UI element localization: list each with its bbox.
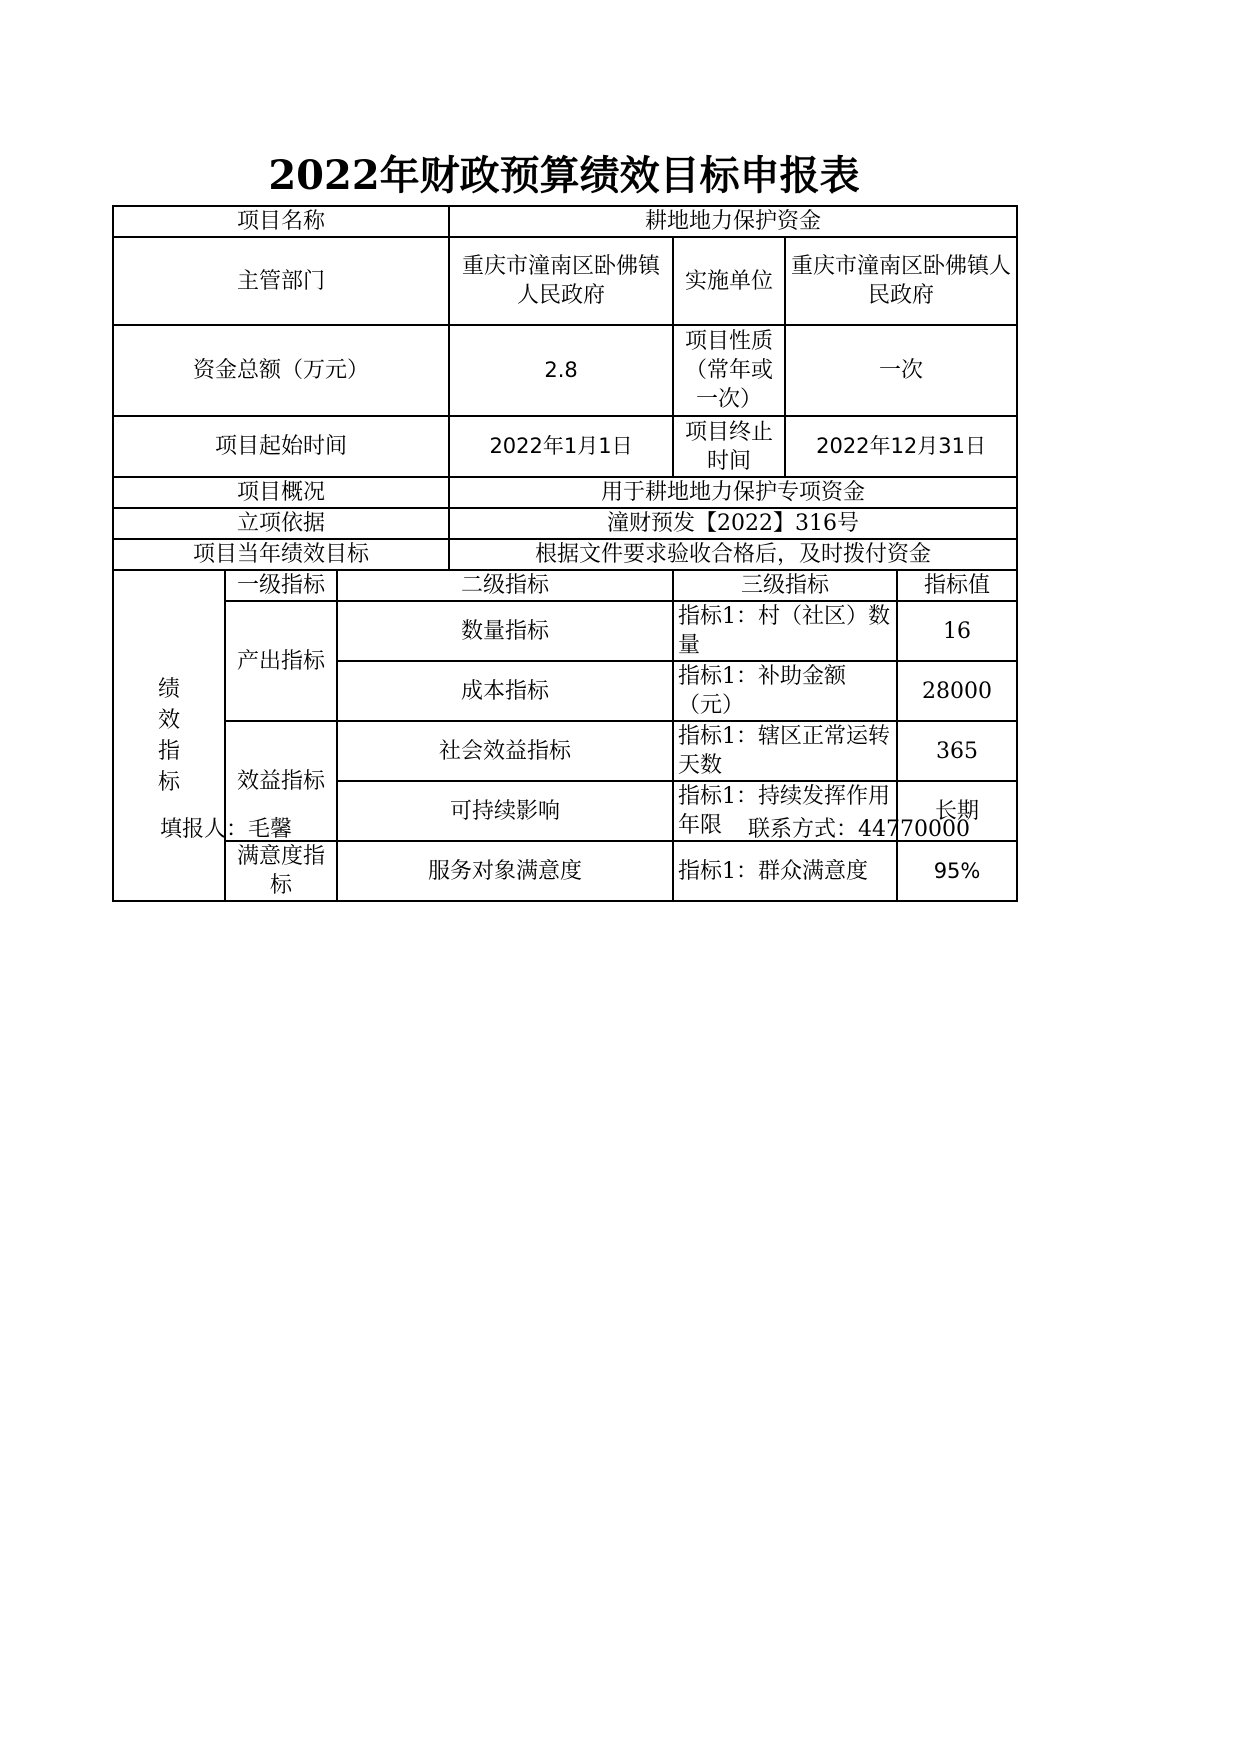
indicator-value: 365	[897, 721, 1017, 781]
page-title: 2022年财政预算绩效目标申报表	[268, 152, 860, 199]
indicator-row-social	[113, 721, 1017, 781]
indicator-level2: 成本指标	[337, 661, 673, 721]
annual-goal-label: 项目当年绩效目标	[113, 539, 449, 570]
project-nature-label: 项目性质（常年或一次）	[673, 325, 785, 416]
header-level3: 三级指标	[673, 570, 897, 601]
total-funds-label: 资金总额（万元）	[113, 325, 449, 416]
filler-text: 填报人：毛馨	[160, 817, 293, 842]
department-value: 重庆市潼南区卧佛镇人民政府	[449, 237, 673, 325]
indicator-row-satisfaction	[113, 841, 1017, 901]
row-department	[113, 237, 1017, 325]
end-time-label: 项目终止时间	[673, 416, 785, 477]
indicator-value: 28000	[897, 661, 1017, 721]
start-time-label: 项目起始时间	[113, 416, 449, 477]
indicator-level3: 指标1：群众满意度	[673, 841, 897, 901]
overview-value: 用于耕地地力保护专项资金	[449, 477, 1017, 508]
project-name-label: 项目名称	[113, 206, 449, 237]
row-basis	[113, 508, 1017, 539]
header-value: 指标值	[897, 570, 1017, 601]
indicator-value: 95%	[897, 841, 1017, 901]
project-nature-value: 一次	[785, 325, 1017, 416]
indicator-level2: 数量指标	[337, 601, 673, 661]
basis-label: 立项依据	[113, 508, 449, 539]
budget-performance-table	[112, 205, 1018, 902]
project-name-value: 耕地地力保护资金	[449, 206, 1017, 237]
implementer-label: 实施单位	[673, 237, 785, 325]
department-label: 主管部门	[113, 237, 449, 325]
annual-goal-value: 根据文件要求验收合格后，及时拨付资金	[449, 539, 1017, 570]
indicator-level3: 指标1：补助金额（元）	[673, 661, 897, 721]
header-level2: 二级指标	[337, 570, 673, 601]
indicator-value: 长期	[897, 781, 1017, 841]
header-level1: 一级指标	[225, 570, 337, 601]
start-time-value: 2022年1月1日	[449, 416, 673, 477]
indicator-header-row	[113, 570, 1017, 601]
benefit-label: 效益指标	[225, 721, 337, 841]
indicator-level3: 指标1：村（社区）数量	[673, 601, 897, 661]
overview-label: 项目概况	[113, 477, 449, 508]
implementer-value: 重庆市潼南区卧佛镇人民政府	[785, 237, 1017, 325]
indicator-row-quantity	[113, 601, 1017, 661]
total-funds-value: 2.8	[449, 325, 673, 416]
indicator-group-label: 绩 效 指 标	[113, 570, 225, 901]
indicator-level3: 指标1：持续发挥作用年限	[673, 781, 897, 841]
basis-value: 潼财预发【2022】316号	[449, 508, 1017, 539]
output-label: 产出指标	[225, 601, 337, 721]
indicator-value: 16	[897, 601, 1017, 661]
indicator-level2: 社会效益指标	[337, 721, 673, 781]
indicator-level2: 服务对象满意度	[337, 841, 673, 901]
row-annual-goal	[113, 539, 1017, 570]
indicator-level2: 可持续影响	[337, 781, 673, 841]
row-project-name	[113, 206, 1017, 237]
indicator-level3: 指标1：辖区正常运转天数	[673, 721, 897, 781]
row-time	[113, 416, 1017, 477]
row-overview	[113, 477, 1017, 508]
satisfaction-label: 满意度指标	[225, 841, 337, 901]
end-time-value: 2022年12月31日	[785, 416, 1017, 477]
contact-text: 联系方式：44770000	[748, 817, 970, 842]
row-funds	[113, 325, 1017, 416]
